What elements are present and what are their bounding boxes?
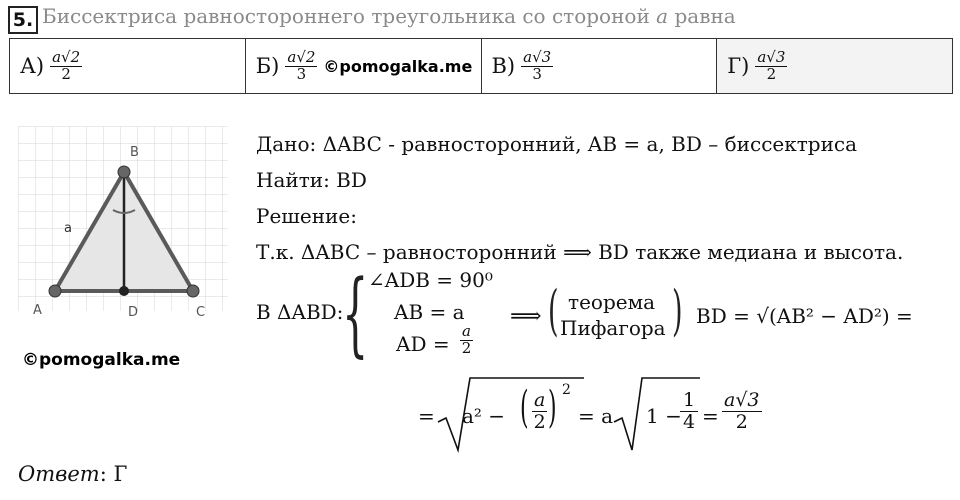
- fraction-numerator: a√3: [757, 47, 786, 66]
- eq-a: = a: [578, 404, 614, 428]
- fraction-denominator: 2: [533, 410, 546, 433]
- option-label: В): [491, 54, 516, 78]
- fraction-denominator: 4: [683, 410, 696, 433]
- answer-option-b[interactable]: [246, 39, 482, 93]
- answer-option-a[interactable]: [10, 39, 246, 93]
- final-computation: [418, 376, 818, 456]
- answer-label: Ответ: [18, 462, 100, 486]
- problem-question: [42, 4, 736, 28]
- label-a: A: [33, 303, 42, 318]
- theorem-paren-right: ): [672, 279, 683, 342]
- fraction-numerator: a√2: [52, 47, 81, 66]
- fraction-numerator: a: [534, 389, 546, 411]
- fraction-numerator: a√3: [724, 389, 760, 411]
- fraction-denominator: 2: [735, 410, 748, 433]
- answer-option-c[interactable]: [482, 39, 718, 93]
- option-label: Б): [255, 54, 280, 78]
- in-triangle-label: В ΔABD:: [256, 300, 344, 324]
- point-b: [118, 166, 130, 178]
- find-line: Найти: BD: [256, 168, 367, 192]
- option-fraction: [285, 47, 317, 83]
- watermark: ©pomogalka.me: [22, 350, 181, 370]
- fraction-denominator: 2: [766, 64, 777, 83]
- point-a: [49, 285, 61, 297]
- answer-option-d[interactable]: [717, 39, 952, 93]
- option-fraction: [521, 47, 553, 83]
- point-c: [187, 285, 199, 297]
- result-fraction: [722, 390, 762, 433]
- label-side-a: a: [64, 221, 72, 236]
- fraction-numerator: a√2: [287, 47, 316, 66]
- label-b: B: [130, 145, 139, 160]
- one-minus: 1 −: [646, 404, 682, 428]
- theorem-paren-left: (: [548, 279, 559, 342]
- option-label: Г): [727, 54, 750, 78]
- fraction-denominator: 2: [461, 338, 472, 357]
- answer-options: [9, 38, 953, 94]
- problem-number: 5.: [8, 6, 38, 34]
- system-eq3-left: AD =: [396, 332, 450, 356]
- implies-arrow: ⟹: [510, 304, 542, 329]
- system-brace: {: [342, 260, 369, 367]
- option-label: А): [20, 54, 45, 78]
- option-fraction: [50, 47, 82, 83]
- paren-left: (: [520, 382, 529, 433]
- theorem-bottom: Пифагора: [560, 316, 666, 340]
- eq-sign: =: [418, 404, 435, 428]
- one-quarter: [680, 390, 698, 433]
- system-eq1: ∠ADB = 90⁰: [368, 268, 493, 292]
- label-d: D: [128, 305, 139, 320]
- fraction-denominator: 3: [532, 64, 542, 83]
- fraction-denominator: 3: [296, 64, 307, 83]
- reason-line: Т.к. ΔABC – равносторонний ⟹ BD также медиана и высота.: [256, 240, 904, 264]
- solution-label: Решение:: [256, 204, 357, 228]
- system-eq3-fraction: [460, 324, 473, 357]
- fraction-numerator: 1: [680, 390, 698, 412]
- option-fraction: [755, 47, 787, 83]
- theorem-top: теорема: [568, 290, 656, 314]
- given-line: Дано: ΔABC - равносторонний, AB = a, BD – биссектриса: [256, 132, 858, 156]
- answer-line: [18, 462, 127, 486]
- fraction-denominator: 2: [61, 64, 71, 83]
- point-d: [119, 286, 129, 296]
- system-eq2: AB = a: [394, 300, 465, 324]
- bd-formula: BD = √(AB² − AD²) =: [696, 304, 913, 328]
- triangle-figure: [18, 126, 228, 326]
- fraction-numerator: a: [462, 322, 471, 340]
- label-c: C: [196, 305, 206, 320]
- a-over-2: [532, 390, 547, 433]
- a-squared-minus: a² −: [462, 404, 506, 428]
- result-eq: =: [702, 404, 719, 428]
- power-two: 2: [562, 382, 571, 398]
- question-text: Биссектриса равностороннего треугольника со стороной: [42, 4, 650, 28]
- paren-right: ): [548, 382, 557, 433]
- answer-value: : Г: [99, 462, 128, 486]
- fraction-numerator: a√3: [523, 47, 552, 66]
- question-end: равна: [674, 4, 736, 28]
- watermark-inline: ©pomogalka.me: [323, 56, 473, 76]
- question-variable: a: [656, 4, 669, 28]
